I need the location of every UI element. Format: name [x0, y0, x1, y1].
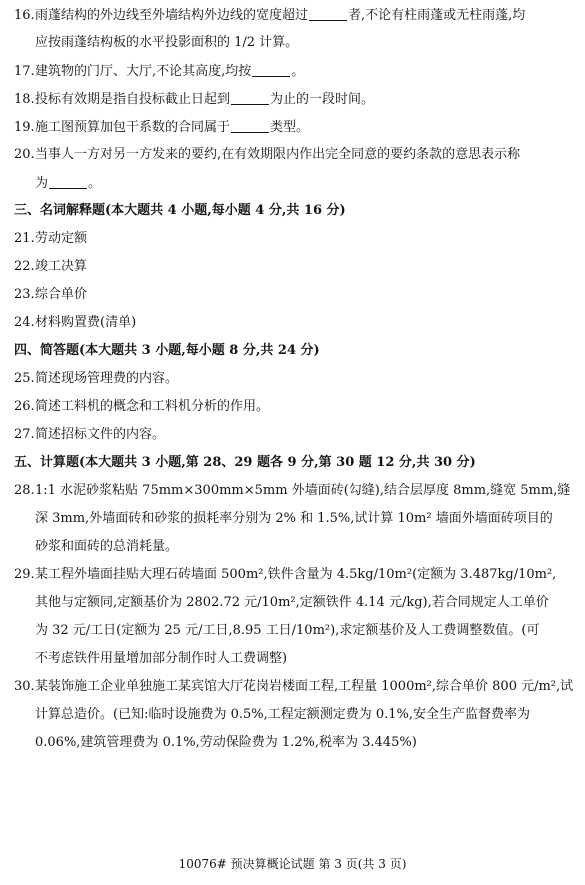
question-number: 27.	[14, 427, 35, 442]
question-text: 类型。	[270, 120, 310, 135]
question-line	[14, 92, 585, 106]
question-line	[14, 260, 585, 273]
question-number: 24.	[14, 315, 35, 330]
answer-blank	[252, 64, 290, 77]
question-number: 16.	[14, 8, 35, 23]
question-text: 砂浆和面砖的总消耗量。	[35, 539, 179, 554]
question-text: 施工图预算加包干系数的合同属于	[35, 120, 231, 135]
question-number: 20.	[14, 147, 35, 162]
question-number: 30.	[14, 679, 35, 694]
question-text: 深 3mm,外墙面砖和砂浆的损耗率分别为 2% 和 1.5%,试计算 10m² 墙面外墙面砖项目的	[35, 511, 553, 526]
question-text: 1:1 水泥砂浆粘贴 75mm×300mm×5mm 外墙面砖(勾缝),结合层厚度 8mm,缝宽 5mm,缝	[35, 483, 571, 498]
question-continuation	[35, 176, 585, 190]
question-text: 某装饰施工企业单独施工某宾馆大厅花岗岩楼面工程,工程量 1000m²,综合单价 800 元/m²,试	[35, 679, 574, 694]
question-number: 26.	[14, 399, 35, 414]
question-number: 17.	[14, 64, 35, 79]
question-number: 29.	[14, 567, 35, 582]
question-line	[14, 568, 585, 581]
question-text: 三、名词解释题(本大题共 4 小题,每小题 4 分,共 16 分)	[14, 203, 346, 218]
question-number: 22.	[14, 259, 35, 274]
question-line	[14, 680, 585, 693]
answer-blank	[49, 176, 87, 189]
question-text: 简述招标文件的内容。	[35, 427, 166, 442]
question-text: 某工程外墙面挂贴大理石砖墙面 500m²,铁件含量为 4.5kg/10m²(定额为 3.487kg/10m²,	[35, 567, 557, 582]
question-text: 当事人一方对另一方发来的要约,在有效期限内作出完全同意的要约条款的意思表示称	[35, 147, 521, 162]
section-heading	[14, 204, 585, 217]
question-text: 投标有效期是指自投标截止日起到	[35, 92, 231, 107]
question-text: 其他与定额同,定额基价为 2802.72 元/10m²,定额铁件 4.14 元/kg),若合同规定人工单价	[35, 595, 549, 610]
question-line	[14, 120, 585, 134]
question-line	[14, 232, 585, 245]
question-text: 。	[291, 64, 305, 79]
question-text: 为止的一段时间。	[270, 92, 375, 107]
question-continuation	[35, 736, 585, 749]
question-line	[14, 428, 585, 441]
question-text: 简述工料机的概念和工料机分析的作用。	[35, 399, 270, 414]
question-text: 竣工决算	[35, 259, 88, 274]
section-heading	[14, 456, 585, 469]
question-line	[14, 484, 585, 497]
question-text: 应按雨蓬结构板的水平投影面积的 1/2 计算。	[35, 35, 299, 50]
question-text: 简述现场管理费的内容。	[35, 371, 179, 386]
question-text: 。	[88, 176, 102, 191]
question-text: 综合单价	[35, 287, 88, 302]
page-footer: 10076# 预决算概论试题 第 3 页(共 3 页)	[178, 857, 407, 871]
question-text: 为	[35, 176, 49, 191]
question-continuation	[35, 540, 585, 553]
question-number: 23.	[14, 287, 35, 302]
question-text: 为 32 元/工日(定额为 25 元/工日,8.95 工日/10m²),求定额基价及人工费调整数值。(可	[35, 623, 540, 638]
question-number: 18.	[14, 92, 35, 107]
section-heading	[14, 344, 585, 357]
question-text: 者,不论有柱雨蓬或无柱雨蓬,均	[348, 8, 526, 23]
question-continuation	[35, 652, 585, 665]
question-line	[14, 316, 585, 329]
question-number: 25.	[14, 371, 35, 386]
question-continuation	[35, 624, 585, 637]
question-text: 0.06%,建筑管理费为 0.1%,劳动保险费为 1.2%,税率为 3.445%)	[35, 735, 417, 750]
question-number: 21.	[14, 231, 35, 246]
answer-blank	[231, 120, 269, 133]
question-text: 四、简答题(本大题共 3 小题,每小题 8 分,共 24 分)	[14, 343, 320, 358]
answer-blank	[231, 92, 269, 105]
question-line	[14, 8, 585, 22]
question-text: 计算总造价。(已知:临时设施费为 0.5%,工程定额测定费为 0.1%,安全生产监督费率为	[35, 707, 531, 722]
question-text: 五、计算题(本大题共 3 小题,第 28、29 题各 9 分,第 30 题 12 分,共 30 分)	[14, 455, 476, 470]
question-text: 劳动定额	[35, 231, 88, 246]
question-line	[14, 288, 585, 301]
question-continuation	[35, 708, 585, 721]
question-continuation	[35, 596, 585, 609]
question-continuation	[35, 512, 585, 525]
question-text: 不考虑铁件用量增加部分制作时人工费调整)	[35, 651, 288, 666]
question-text: 材料购置费(清单)	[35, 315, 137, 330]
question-text: 雨蓬结构的外边线至外墙结构外边线的宽度超过	[35, 8, 309, 23]
answer-blank	[309, 8, 347, 21]
question-number: 28.	[14, 483, 35, 498]
question-continuation	[35, 36, 585, 49]
question-text: 建筑物的门厅、大厅,不论其高度,均按	[35, 64, 252, 79]
question-line	[14, 148, 585, 161]
question-line	[14, 372, 585, 385]
question-number: 19.	[14, 120, 35, 135]
question-line	[14, 64, 585, 78]
question-line	[14, 400, 585, 413]
